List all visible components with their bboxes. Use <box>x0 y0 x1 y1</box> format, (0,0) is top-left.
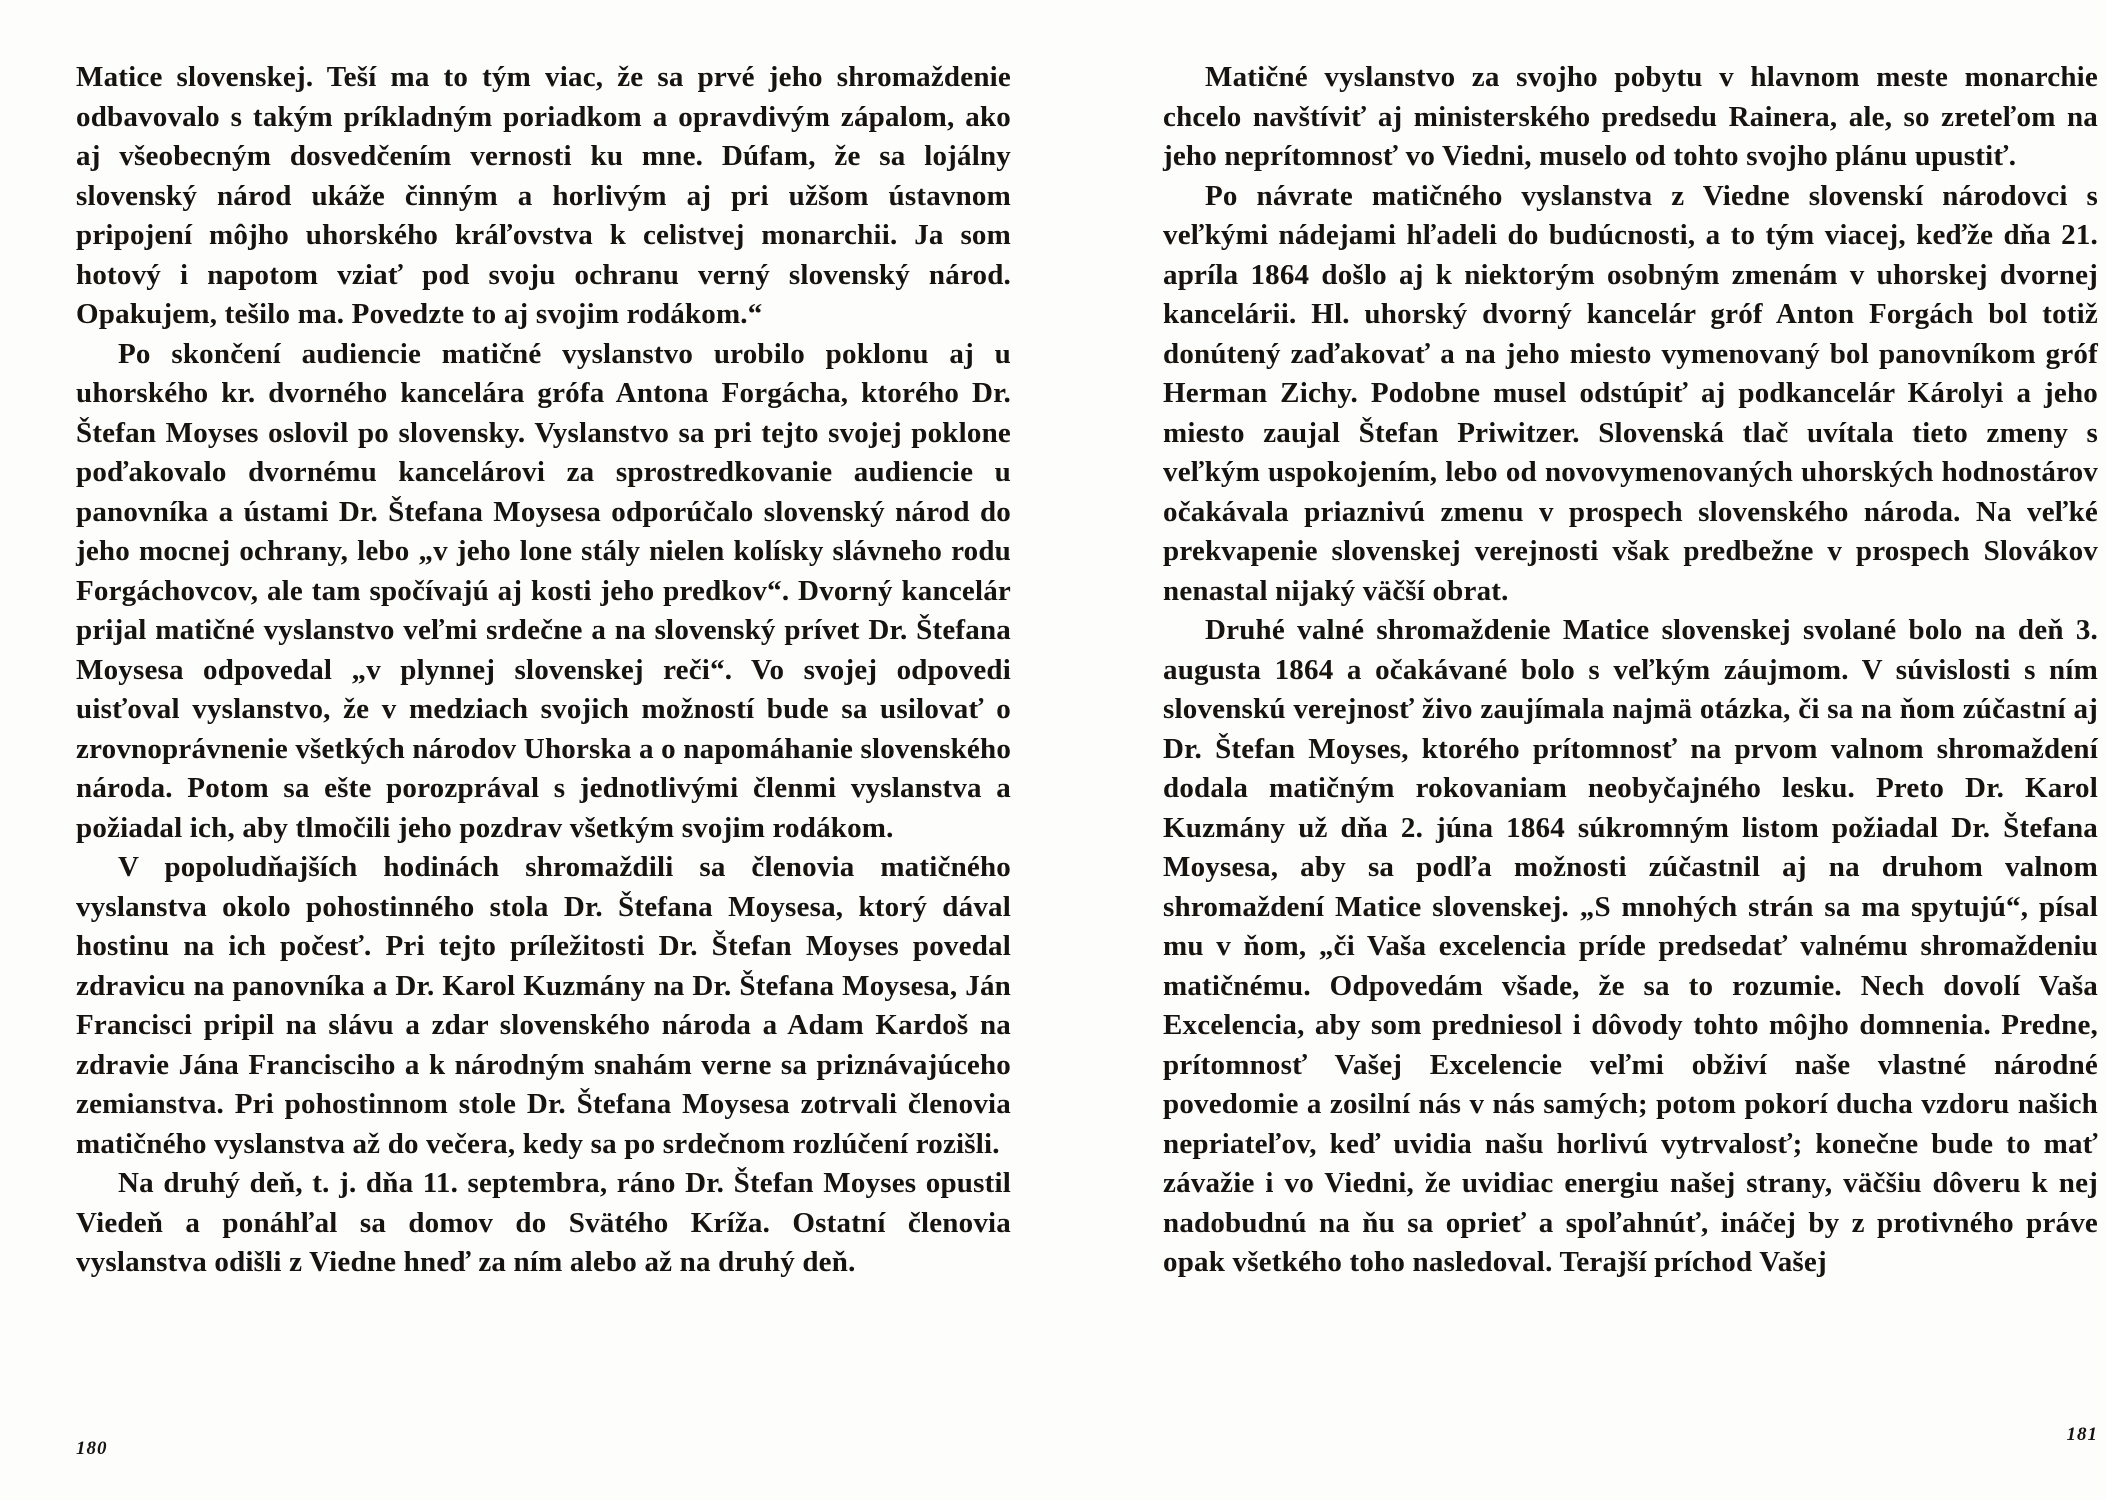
paragraph: Na druhý deň, t. j. dňa 11. septembra, ráno Dr. Štefan Moyses opustil Viedeň a ponáhľal sa domov do Svätého Kríža. Ostatní členovia vyslanstva odišli z Viedne hneď za ním alebo až na druhý deň. <box>76 1167 1011 1278</box>
paragraph-continuation: Matice slovenskej. Teší ma to tým viac, že sa prvé jeho shromaždenie odbavovalo s takým príkladným poriadkom a opravdivým zápalom, ako aj všeobecným dosvedčením vernosti ku mne. Dúfam, že sa lojálny slovenský národ ukáže činným a horlivým aj pri užšom ústavnom pripojení môjho uhorského kráľovstva k celistvej monarchii. Ja som hotový i napotom vziať pod svoju ochranu verný slovenský národ. Opakujem, tešilo ma. Povedzte to aj svojim rodákom.“ <box>76 61 1011 330</box>
paragraph: Matičné vyslanstvo za svojho pobytu v hlavnom meste monarchie chcelo navštíviť aj ministerského predsedu Rainera, ale, so zreteľom na jeho neprítomnosť vo Viedni, muselo od tohto svojho plánu upustiť. <box>1163 61 2098 172</box>
paragraph: Po skončení audiencie matičné vyslanstvo urobilo poklonu aj u uhorského kr. dvorného kancelára grófa Antona Forgácha, ktorého Dr. Štefan Moyses oslovil po slovensky. Vyslanstvo sa pri tejto svojej poklone poďakovalo dvornému kancelárovi za sprostredkovanie audiencie u panovníka a ústami Dr. Štefana Moysesa odporúčalo slovenský národ do jeho mocnej ochrany, lebo „v jeho lone stály nielen kolísky slávneho rodu Forgáchovcov, ale tam spočívajú aj kosti jeho predkov“. Dvorný kancelár prijal matičné vyslanstvo veľmi srdečne a na slovenský prívet Dr. Štefana Moysesa odpovedal „v plynnej slovenskej reči“. Vo svojej odpovedi uisťoval vyslanstvo, že v medziach svojich možností bude sa usilovať o zrovnoprávnenie všetkých národov Uhorska a o napomáhanie slovenského národa. Potom sa ešte porozprával s jednotlivými členmi vyslanstva a požiadal ich, aby tlmočili jeho pozdrav všetkým svojim rodákom. <box>76 337 1012 844</box>
page-number-left: 180 <box>76 1438 108 1459</box>
paragraph: Druhé valné shromaždenie Matice slovenskej svolané bolo na deň 3. augusta 1864 a očakávané bolo s veľkým záujmom. V súvislosti s ním slovenskú verejnosť živo zaujímala najmä otázka, či sa na ňom zúčastní aj Dr. Štefan Moyses, ktorého prítomnosť na prvom valnom shromaždení dodala matičným rokovaniam neobyčajného lesku. Preto Dr. Karol Kuzmány už dňa 2. júna 1864 súkromným listom požiadal Dr. Štefana Moysesa, aby sa podľa možnosti zúčastnil aj na druhom valnom shromaždení Matice slovenskej. „S mnohých strán sa ma spytujú“, písal mu v ňom, „či Vaša excelencia príde predsedať valnému shromaždeniu matičnému. Odpovedám všade, že sa to rozumie. Nech dovolí Vaša Excelencia, aby som predniesol i dôvody tohto môjho domnenia. Predne, prítomnosť Vašej Excelencie veľmi obživí naše vlastné národné povedomie a zosilní nás v nás samých; potom pokorí ducha vzdoru našich nepriateľov, keď uvidia našu horlivú vytrvalosť; konečne bude to mať závažie i vo Viedni, že uvidiac energiu našej strany, väčšiu dôveru k nej nadobudnú na ňu sa oprieť a spoľahnúť, ináčej by z protivného práve opak všetkého toho nasledoval. Terajší príchod Vašej <box>1163 614 2098 1278</box>
page-left-text-block <box>76 58 1011 1283</box>
paragraph: Po návrate matičného vyslanstva z Viedne slovenskí národovci s veľkými nádejami hľadeli do budúcnosti, a to tým viacej, keďže dňa 21. apríla 1864 došlo aj k niektorým osobným zmenám v uhorskej dvornej kancelárii. Hl. uhorský dvorný kancelár gróf Anton Forgách bol totiž donútený zaďakovať a na jeho miesto vymenovaný bol panovníkom gróf Herman Zichy. Podobne musel odstúpiť aj podkancelár Károlyi a jeho miesto zaujal Štefan Priwitzer. Slovenská tlač uvítala tieto zmeny s veľkým uspokojením, lebo od novovymenovaných uhorských hodnostárov očakávala priaznivú zmenu v prospech slovenského národa. Na veľké prekvapenie slovenskej verejnosti však predbežne v prospech Slovákov nenastal nijaký väčší obrat. <box>1163 179 2098 607</box>
paragraph: V popoludňajších hodinách shromaždili sa členovia matičného vyslanstva okolo pohostinného stola Dr. Štefana Moysesa, ktorý dával hostinu na ich počesť. Pri tejto príležitosti Dr. Štefan Moyses povedal zdravicu na panovníka a Dr. Karol Kuzmány na Dr. Štefana Moysesa, Ján Francisci pripil na slávu a zdar slovenského národa a Adam Kardoš na zdravie Jána Francisciho a k národným snahám verne sa priznávajúceho zemianstva. Pri pohostinnom stole Dr. Štefana Moysesa zotrvali členovia matičného vyslanstva až do večera, kedy sa po srdečnom rozlúčení rozišli. <box>76 851 1011 1160</box>
page-right-text-block <box>1163 58 2098 1283</box>
page-right <box>1053 0 2106 1500</box>
page-number-right: 181 <box>2066 1424 2098 1445</box>
